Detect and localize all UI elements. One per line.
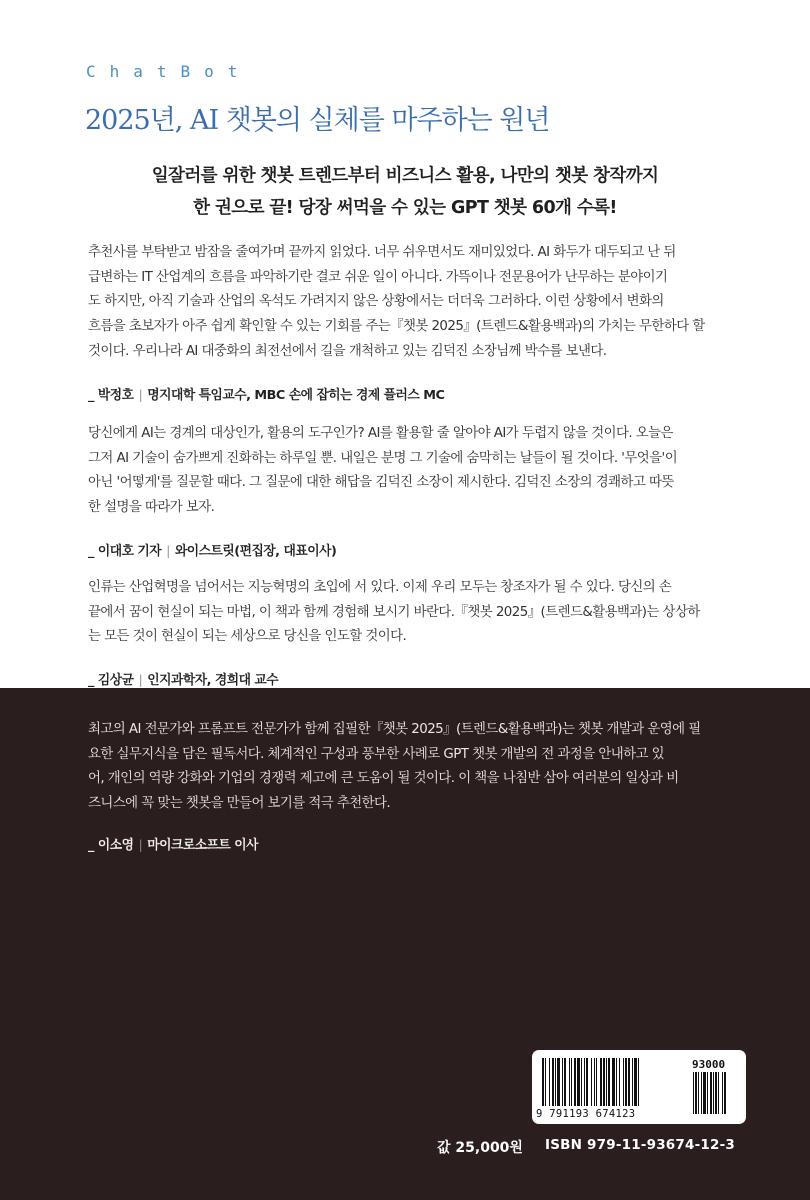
endorsement-quote-4	[88, 718, 728, 817]
barcode-addon-bars	[692, 1072, 738, 1116]
separator: |	[138, 388, 143, 403]
quote-line: 한 설명을 따라가 보자.	[88, 500, 215, 516]
endorser-3	[88, 669, 278, 688]
isbn-number: ISBN 979-11-93674-12-3	[545, 1137, 735, 1153]
separator: |	[166, 544, 170, 559]
brand-label: ChatBot	[86, 62, 252, 81]
subhead-line-1: 일잘러를 위한 챗봇 트렌드부터 비즈니스 활용, 나만의 챗봇 창작까지	[151, 166, 659, 186]
endorser-role: 와이스트릿(편집장, 대표이사)	[174, 544, 337, 559]
quote-line: 어, 개인의 역량 강화와 기업의 경쟁력 제고에 큰 도움이 될 것이다. 이 책을 나침반 삼아 여러분의 일상과 비	[88, 771, 679, 787]
separator: |	[138, 838, 143, 853]
barcode-bars	[540, 1058, 688, 1108]
quote-line: 끝에서 꿈이 현실이 되는 마법, 이 책과 함께 경험해 보시기 바란다.『챗봇 2025』(트렌드&활용백과)는 상상하	[88, 604, 700, 620]
price: 값 25,000원	[437, 1140, 523, 1156]
endorser-2	[88, 540, 336, 559]
quote-line: 요한 실무지식을 담은 필독서다. 체계적인 구성과 풍부한 사례로 GPT 챗봇 개발의 전 과정을 안내하고 있	[88, 746, 664, 762]
endorser-role: 인지과학자, 경희대 교수	[147, 673, 279, 688]
separator: |	[138, 673, 143, 688]
endorser-name: _ 박정호	[88, 388, 134, 403]
barcode-number: 9 791193 674123	[536, 1108, 636, 1120]
quote-line: 급변하는 IT 산업계의 흐름을 파악하기란 결코 쉬운 일이 아니다. 가뜩이나 전문용어가 난무하는 분야이기	[88, 269, 668, 285]
quote-line: 는 모든 것이 현실이 되는 세상으로 당신을 인도할 것이다.	[88, 629, 407, 645]
quote-line: 흐름을 초보자가 아주 쉽게 확인할 수 있는 기회를 주는『챗봇 2025』(트렌드&활용백과)의 가치는 무한하다 할	[88, 319, 705, 335]
quote-line: 인류는 산업혁명을 넘어서는 지능혁명의 초입에 서 있다. 이제 우리 모두는 창조자가 될 수 있다. 당신의 손	[88, 580, 672, 595]
endorser-4	[88, 834, 258, 853]
subhead-line-2: 한 권으로 끝! 당장 써먹을 수 있는 GPT 챗봇 60개 수록!	[193, 198, 617, 218]
endorser-name: _ 이대호 기자	[88, 544, 162, 559]
headline: 2025년, AI 챗봇의 실체를 마주하는 원년	[85, 105, 550, 136]
quote-line: 것이다. 우리나라 AI 대중화의 최전선에서 길을 개척하고 있는 김덕진 소장님께 박수를 보낸다.	[88, 343, 607, 359]
quote-line: 당신에게 AI는 경계의 대상인가, 활용의 도구인가? AI를 활용할 줄 알아야 AI가 두렵지 않을 것이다. 오늘은	[88, 426, 673, 441]
quote-line: 최고의 AI 전문가와 프롬프트 전문가가 함께 집필한『챗봇 2025』(트렌드&활용백과)는 챗봇 개발과 운영에 필	[88, 722, 701, 737]
endorser-name: _ 김상균	[88, 673, 134, 688]
quote-line: 아닌 '어떻게'를 질문할 때다. 그 질문에 대한 해답을 김덕진 소장이 제시한다. 김덕진 소장의 경쾌하고 따뜻	[88, 475, 674, 491]
endorsement-quote-2	[88, 422, 728, 521]
isbn-barcode	[532, 1050, 746, 1124]
endorser-role: 명지대학 특임교수, MBC 손에 잡히는 경제 플러스 MC	[147, 388, 445, 403]
endorser-role: 마이크로소프트 이사	[147, 838, 258, 853]
endorsement-quote-1	[88, 241, 728, 365]
endorser-name: _ 이소영	[88, 838, 134, 853]
quote-line: 추천사를 부탁받고 밤잠을 줄여가며 끝까지 읽었다. 너무 쉬우면서도 재미있었다. AI 화두가 대두되고 난 뒤	[88, 245, 676, 260]
barcode-addon-number: 93000	[692, 1058, 726, 1071]
endorser-1	[88, 384, 444, 403]
quote-line: 그저 AI 기술이 숨가쁘게 진화하는 하루일 뿐. 내일은 분명 그 기술에 숨막히는 날들이 될 것이다. '무엇을'이	[88, 450, 678, 466]
quote-line: 즈니스에 꼭 맞는 챗봇을 만들어 보기를 적극 추천한다.	[88, 796, 391, 812]
quote-line: 도 하지만, 아직 기술과 산업의 옥석도 가려지지 않은 상황에서는 더더욱 그러하다. 이런 상황에서 변화의	[88, 294, 664, 310]
endorsement-quote-3	[88, 576, 728, 650]
